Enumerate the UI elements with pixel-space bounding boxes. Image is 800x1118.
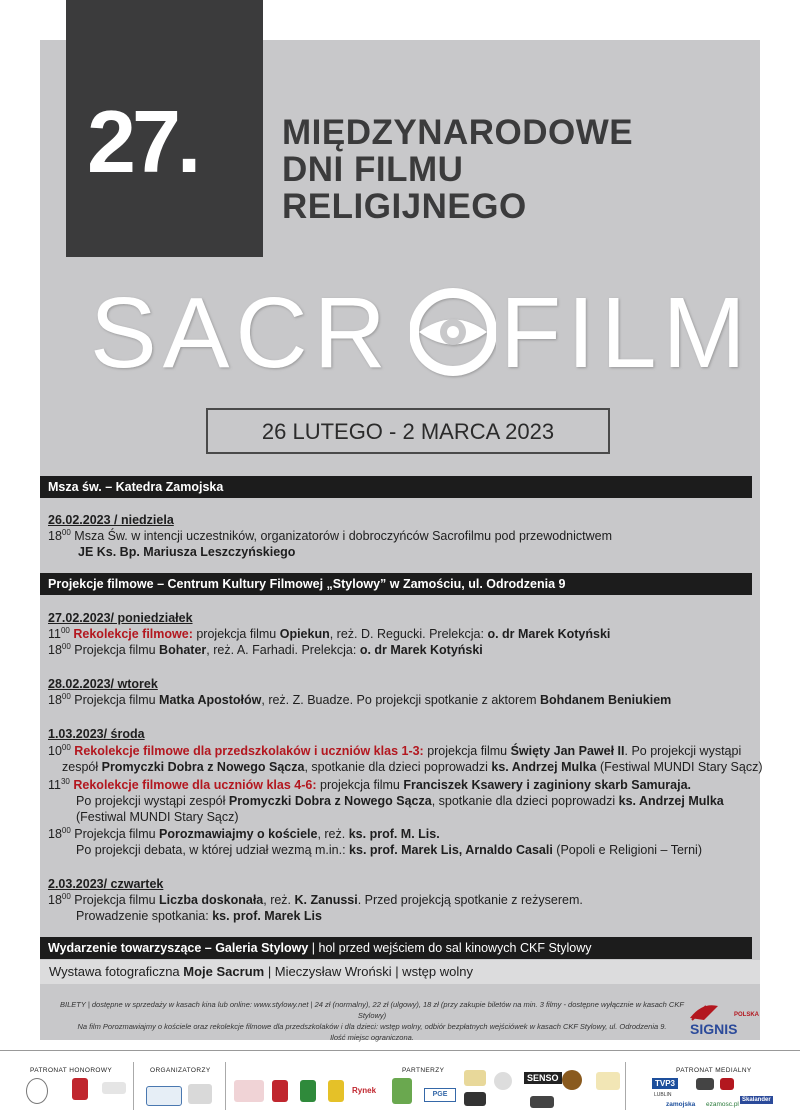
svg-text:SIGNIS: SIGNIS [690,1021,738,1037]
footer-divider [133,1062,134,1110]
partner-logo-icon [234,1080,264,1102]
date-heading-4: 2.03.2023/ czwartek [48,877,164,891]
event-27-1800: $18^{00}$ Projekcja filmu Bohater, reż. A. Farhadi. Prelekcja: o. dr Marek Kotyński [48,642,483,657]
event-mass-person: JE Ks. Bp. Mariusza Leszczyńskiego [78,545,296,559]
event-01-1130-line2: Po projekcji wystąpi zespół Promyczki Dobra z Nowego Sącza, spotkanie dla dzieci poprowadzi ks. Andrzej Mulka [76,794,724,808]
svg-text:POLSKA: POLSKA [734,1012,760,1018]
media-tvp3-logo: TVP3 [652,1078,678,1089]
event-27-1100: $11^{00}$ Rekolekcje filmowe: projekcja filmu Opiekun, reż. D. Regucki. Prelekcja: o. dr Marek Kotyński [48,626,611,641]
partner-logo-icon [464,1092,486,1106]
partner-logo-icon [464,1070,486,1086]
title-line-1: MIĘDZYNARODOWE [282,113,634,152]
event-01-1000-line2: zespół Promyczki Dobra z Nowego Sącza, spotkanie dla dzieci poprowadzi ks. Andrzej Mulka (Festiwal MUNDI Stary Sącz) [62,760,763,774]
event-02-1800-line2: Prowadzenie spotkania: ks. prof. Marek Lis [76,909,322,923]
logo-text-right: FILM [500,277,752,389]
exhibition-line: Wystawa fotograficzna Moje Sacrum | Mieczysław Wroński | wstęp wolny [40,960,760,984]
event-mass: $18^{00}$ Msza Św. w intencji uczestników, organizatorów i dobroczyńców Sacrofilmu pod przewodnictwem [48,528,613,543]
tickets-info: BILETY | dostępne w sprzedaży w kasach kina lub online: www.stylowy.net | 24 zł (normalny), 22 zł (ulgowy), 18 zł (przy zakupie biletów na min. 3 filmy - dostępne wyłącznie w kasach CKF Stylowy) [60,1000,684,1020]
festival-title [282,114,633,225]
section-bar-mass: Msza św. – Katedra Zamojska [40,476,752,498]
partner-logo-icon [392,1078,412,1104]
free-entry-info: Na film Porozmawiajmy o kościele oraz rekolekcje filmowe dla przedszkolaków i dla dzieci: wstęp wolny, odbiór bezpłatnych wejściówek w kasach CKF Stylowy, ul. Odrodzenia 9. [77,1022,667,1031]
date-heading-2: 28.02.2023/ wtorek [48,677,158,691]
partner-logo-icon [530,1096,554,1108]
footer-divider [225,1062,226,1110]
media-logo-icon [696,1078,714,1090]
title-line-2: DNI FILMU [282,150,464,189]
footer-heading-honorary: PATRONAT HONOROWY [30,1067,113,1074]
stylowy-logo-icon [146,1086,182,1106]
media-tvp3-region: LUBLIN [654,1092,672,1098]
date-heading-1: 27.02.2023/ poniedziałek [48,611,193,625]
signis-logo [684,998,760,1038]
partner-coat-icon [300,1080,316,1102]
partner-logo-icon [494,1072,512,1090]
media-skalander-logo: Skalander [742,1097,771,1103]
media-ezamosc-logo: ezamosc.pl [706,1101,739,1108]
date-heading-0: 26.02.2023 / niedziela [48,513,174,527]
edition-number: 27. [87,92,198,191]
footer-heading-partners: PARTNERZY [402,1067,445,1074]
footer-heading-organizers: ORGANIZATORZY [150,1067,211,1074]
partner-rynek-logo: Rynek [352,1086,377,1095]
partner-coat-icon [328,1080,344,1102]
diocese-logo-icon [188,1084,212,1104]
event-28-1800: $18^{00}$ Projekcja filmu Matka Apostołów, reż. Z. Buadze. Po projekcji spotkanie z aktorem Bohdanem Beniukiem [48,692,672,707]
event-01-1800: $18^{00}$ Projekcja filmu Porozmawiajmy o kościele, reż. ks. prof. M. Lis. [48,826,440,841]
voivode-logo-icon [102,1082,126,1094]
eye-icon [414,293,492,371]
footer-heading-media: PATRONAT MEDIALNY [676,1067,752,1074]
partner-pge-logo: PGE [424,1088,456,1102]
partner-coat-icon [272,1080,288,1102]
bishop-coat-of-arms-icon [26,1078,48,1104]
event-01-1800-line2: Po projekcji debata, w której udział wezmą m.in.: ks. prof. Marek Lis, Arnaldo Casali (Popoli e Religioni – Terni) [76,843,702,857]
festival-dates: 26 LUTEGO - 2 MARCA 2023 [206,408,610,454]
media-zamojska-logo: zamojska [666,1101,696,1108]
logo-text-left: SACR [90,277,392,389]
section-bar-side-event: Wydarzenie towarzyszące – Galeria Stylowy | hol przed wejściem do sal kinowych CKF Stylowy [40,937,752,959]
partner-logo-icon [596,1072,620,1090]
footer-divider [625,1062,626,1110]
media-logo-icon [720,1078,734,1090]
title-line-3: RELIGIJNEGO [282,187,527,226]
sacrofilm-logo [90,277,752,389]
section-bar-screenings: Projekcje filmowe – Centrum Kultury Filmowej „Stylowy” w Zamościu, ul. Odrodzenia 9 [40,573,752,595]
event-01-1130-line3: (Festiwal MUNDI Stary Sącz) [76,810,239,824]
partner-logo-icon [562,1070,582,1090]
date-heading-3: 1.03.2023/ środa [48,727,145,741]
event-01-1130: $11^{30}$ Rekolekcje filmowe dla uczniów klas 4-6: projekcja filmu Franciszek Ksawery i zaginiony skarb Samuraja. [48,777,691,792]
zamosc-coat-of-arms-icon [72,1078,88,1100]
partner-senso-logo: SENSO [524,1072,562,1084]
limited-seats-info: Ilość miejsc ograniczona. [330,1033,414,1042]
event-01-1000: $10^{00}$ Rekolekcje filmowe dla przedszkolaków i uczniów klas 1-3: projekcja filmu Święty Jan Paweł II. Po projekcji wystąpi [48,743,742,758]
event-02-1800: $18^{00}$ Projekcja filmu Liczba doskonała, reż. K. Zanussi. Przed projekcją spotkanie z reżyserem. [48,892,583,907]
